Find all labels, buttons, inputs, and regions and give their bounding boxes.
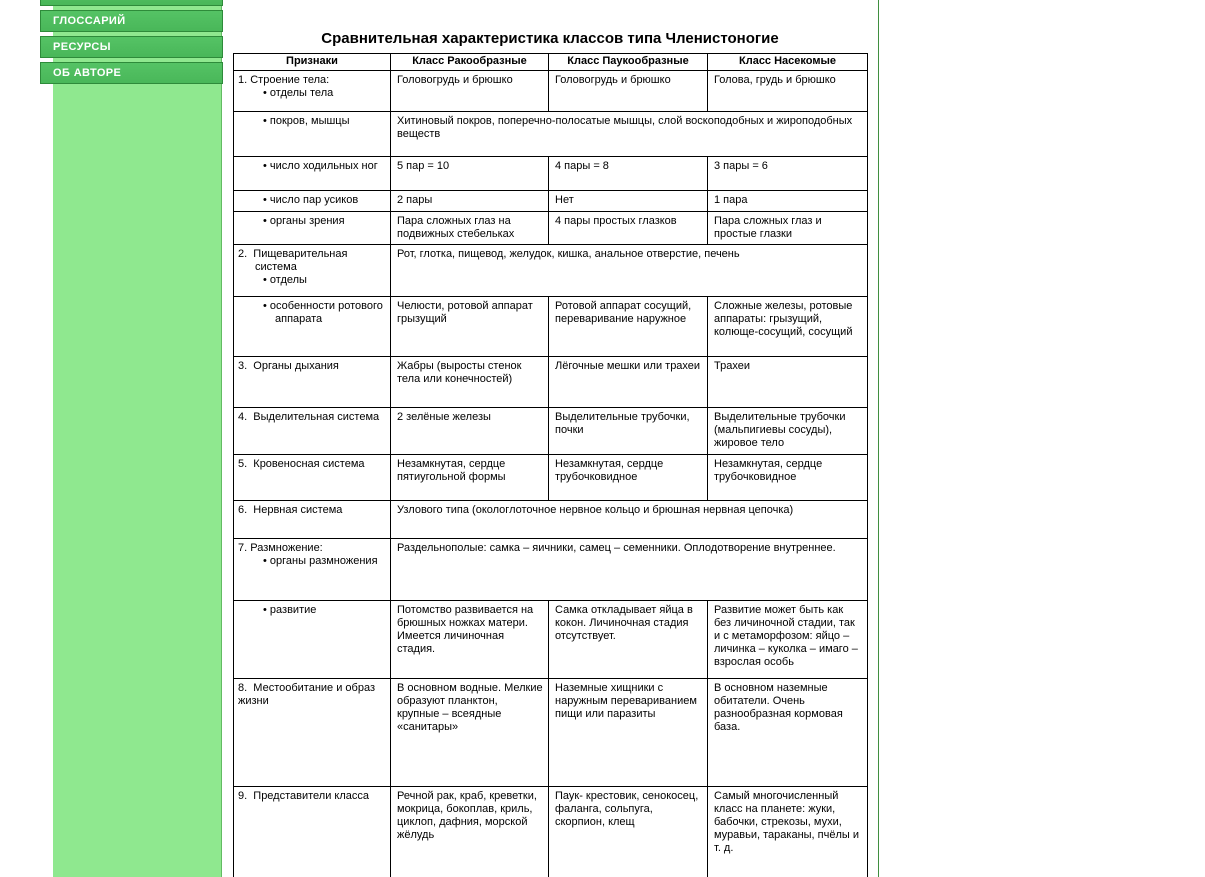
merged-value-cell: Раздельнополые: самка – яичники, самец – семенники. Оплодотворение внутреннее. [391,539,868,601]
value-cell: Головогрудь и брюшко [391,71,549,112]
table-row [234,112,868,157]
feature-cell [234,501,391,539]
feature-title: 7. Размножение: [238,542,323,554]
table-row [234,539,868,601]
feature-bullet: • отделы тела [238,87,386,100]
column-header: Класс Насекомые [708,54,868,71]
feature-cell [234,357,391,408]
sidebar-item-about-author[interactable]: ОБ АВТОРЕ [40,62,223,84]
feature-cell [234,157,391,191]
value-cell: Выделительные трубочки, почки [549,408,708,455]
feature-cell [234,539,391,601]
feature-cell [234,212,391,245]
value-cell: 4 пары простых глазков [549,212,708,245]
feature-bullet: • органы зрения [238,215,386,228]
sidebar-item-resources[interactable]: РЕСУРСЫ [40,36,223,58]
value-cell: Головогрудь и брюшко [549,71,708,112]
feature-title: 8. Местообитание и образ жизни [238,682,379,707]
feature-title: 3. Органы дыхания [238,360,339,372]
feature-bullet: • число пар усиков [238,194,386,207]
feature-cell [234,601,391,679]
merged-value-cell: Рот, глотка, пищевод, желудок, кишка, анальное отверстие, печень [391,245,868,297]
merged-value-cell: Хитиновый покров, поперечно-полосатые мышцы, слой воскоподобных и жироподобных веществ [391,112,868,157]
value-cell: Самка откладывает яйца в кокон. Личиночная стадия отсутствует. [549,601,708,679]
value-cell: Незамкнутая, сердце пятиугольной формы [391,455,549,501]
value-cell: Выделительные трубочки (мальпигиевы сосуды), жировое тело [708,408,868,455]
value-cell: 4 пары = 8 [549,157,708,191]
table-row [234,71,868,112]
value-cell: Паук- крестовик, сенокосец, фаланга, сольпуга, скорпион, клещ [549,787,708,877]
feature-bullet: • покров, мышцы [238,115,386,128]
value-cell: В основном водные. Мелкие образуют планктон, крупные – всеядные «санитары» [391,679,549,787]
table-row [234,245,868,297]
feature-title: 5. Кровеносная система [238,458,365,470]
feature-title: 2. Пищеварительная система [238,248,351,273]
value-cell: Голова, грудь и брюшко [708,71,868,112]
value-cell: Нет [549,191,708,212]
sidebar-panel [53,0,222,877]
column-header: Класс Паукообразные [549,54,708,71]
column-header: Признаки [234,54,391,71]
feature-title: 6. Нервная система [238,504,343,516]
feature-bullet: • развитие [238,604,386,617]
table-row [234,787,868,877]
page-title: Сравнительная характеристика классов типа Членистоногие [321,30,779,47]
feature-cell [234,679,391,787]
feature-cell [234,112,391,157]
value-cell: Лёгочные мешки или трахеи [549,357,708,408]
value-cell: 2 зелёные железы [391,408,549,455]
table-row [234,297,868,357]
value-cell: Трахеи [708,357,868,408]
feature-cell [234,455,391,501]
feature-cell [234,408,391,455]
feature-cell [234,787,391,877]
table-header-row [234,54,868,71]
value-cell: Развитие может быть как без личиночной стадии, так и с метаморфозом: яйцо – личинка – куколка – имаго – взрослая особь [708,601,868,679]
feature-bullet: • органы размножения [238,555,386,568]
feature-cell [234,71,391,112]
feature-cell [234,191,391,212]
value-cell: 5 пар = 10 [391,157,549,191]
value-cell: 3 пары = 6 [708,157,868,191]
content-frame-border [878,0,879,877]
table-row [234,357,868,408]
comparison-table [233,53,868,877]
feature-title: 1. Строение тела: [238,74,330,86]
value-cell: Самый многочисленный класс на планете: жуки, бабочки, стрекозы, мухи, муравьи, тараканы, пчёлы и т. д. [708,787,868,877]
value-cell: Пара сложных глаз и простые глазки [708,212,868,245]
value-cell: В основном наземные обитатели. Очень разнообразная кормовая база. [708,679,868,787]
value-cell: Наземные хищники с наружным перевариванием пищи или паразиты [549,679,708,787]
value-cell: Ротовой аппарат сосущий, переваривание наружное [549,297,708,357]
feature-cell [234,297,391,357]
feature-bullet: • отделы [238,274,386,287]
value-cell: Речной рак, краб, креветки, мокрица, бокоплав, криль, циклоп, дафния, морской жёлудь [391,787,549,877]
value-cell: Жабры (выросты стенок тела или конечностей) [391,357,549,408]
table-row [234,157,868,191]
table-row [234,679,868,787]
table-row [234,408,868,455]
value-cell: Челюсти, ротовой аппарат грызущий [391,297,549,357]
table-row [234,455,868,501]
feature-title: 9. Представители класса [238,790,370,802]
table-row [234,601,868,679]
value-cell: Пара сложных глаз на подвижных стебельках [391,212,549,245]
value-cell: Потомство развивается на брюшных ножках матери. Имеется личиночная стадия. [391,601,549,679]
value-cell: Незамкнутая, сердце трубочковидное [549,455,708,501]
merged-value-cell: Узлового типа (окологлоточное нервное кольцо и брюшная нервная цепочка) [391,501,868,539]
feature-bullet: • число ходильных ног [238,160,386,173]
value-cell: Сложные железы, ротовые аппараты: грызущий, колюще-сосущий, сосущий [708,297,868,357]
table-row [234,212,868,245]
feature-title: 4. Выделительная система [238,411,380,423]
feature-cell [234,245,391,297]
sidebar-item-top-partial[interactable] [40,0,223,6]
feature-bullet: • особенности ротового аппарата [238,300,386,326]
value-cell: Незамкнутая, сердце трубочковидное [708,455,868,501]
value-cell: 2 пары [391,191,549,212]
column-header: Класс Ракообразные [391,54,549,71]
table-row [234,501,868,539]
value-cell: 1 пара [708,191,868,212]
table-row [234,191,868,212]
sidebar-item-glossary[interactable]: ГЛОССАРИЙ [40,10,223,32]
